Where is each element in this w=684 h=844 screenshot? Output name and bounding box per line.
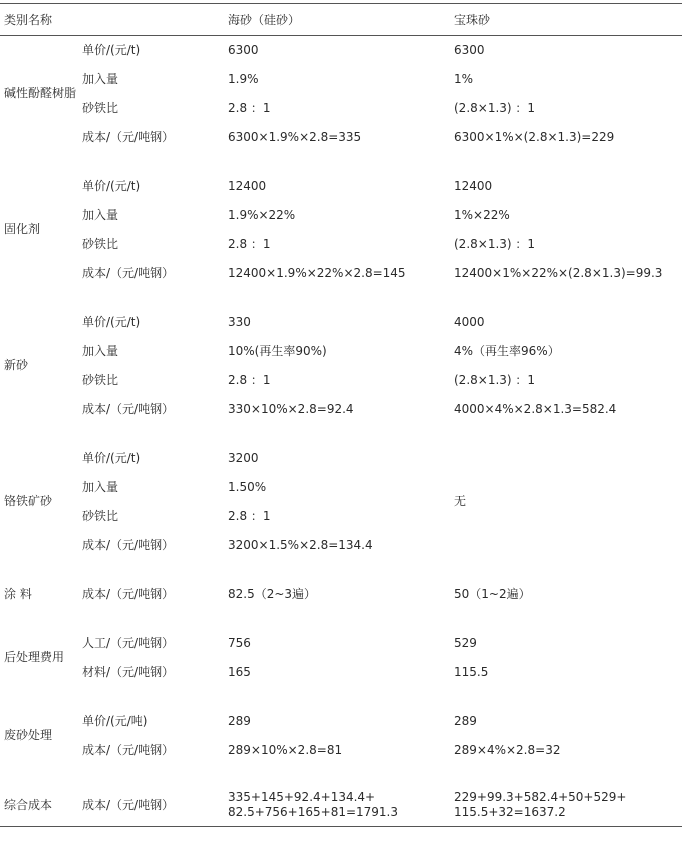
category-cell: 综合成本 bbox=[0, 785, 82, 827]
category-cell: 碱性酚醛树脂 bbox=[4, 86, 77, 101]
sea-sand-cell: 10%(再生率90%) bbox=[228, 343, 327, 358]
pearl-sand-cell: 1% bbox=[454, 71, 474, 86]
item-cell: 加入量 bbox=[82, 207, 119, 222]
item-cell: 成本/（元/吨钢） bbox=[82, 586, 175, 601]
category-cell: 废砂处理 bbox=[4, 728, 53, 742]
table-row bbox=[0, 785, 682, 827]
header-category: 类别名称 bbox=[0, 4, 82, 36]
sea-sand-cell: 12400 bbox=[228, 178, 267, 193]
table-header bbox=[0, 4, 682, 36]
item-cell: 加入量 bbox=[82, 71, 119, 86]
table-row bbox=[0, 94, 682, 123]
sea-sand-cell: 756 bbox=[228, 635, 251, 650]
sea-sand-cell: 2.8 ：1 bbox=[228, 372, 271, 387]
pearl-sand-cell: 4000 bbox=[454, 314, 485, 329]
sea-sand-cell: 289×10%×2.8=81 bbox=[228, 742, 343, 757]
group-spacer bbox=[0, 288, 682, 308]
sea-sand-cell: 6300×1.9%×2.8=335 bbox=[228, 129, 362, 144]
pearl-sand-total-cell bbox=[454, 785, 682, 827]
cost-comparison-table bbox=[0, 3, 682, 827]
table-row bbox=[0, 707, 682, 736]
table-row bbox=[0, 629, 682, 658]
item-cell: 砂铁比 bbox=[82, 236, 119, 251]
table-row bbox=[0, 366, 682, 395]
pearl-sand-cell: 4%（再生率96%） bbox=[454, 343, 560, 358]
item-cell: 砂铁比 bbox=[82, 100, 119, 115]
table-row bbox=[0, 172, 682, 201]
table-row bbox=[0, 65, 682, 94]
sea-sand-cell: 330×10%×2.8=92.4 bbox=[228, 401, 354, 416]
pearl-sand-cell: 6300 bbox=[454, 42, 485, 57]
pearl-sand-cell: 1%×22% bbox=[454, 207, 510, 222]
table-row bbox=[0, 658, 682, 687]
group-spacer bbox=[0, 560, 682, 580]
pearl-sand-total-line-1: 229+99.3+582.4+50+529+ bbox=[454, 790, 627, 805]
category-cell: 后处理费用 bbox=[4, 650, 65, 664]
table-row bbox=[0, 395, 682, 424]
pearl-sand-cell: 289×4%×2.8=32 bbox=[454, 742, 561, 757]
pearl-sand-cell: 12400 bbox=[454, 178, 493, 193]
sea-sand-cell: 3200 bbox=[228, 450, 259, 465]
sea-sand-cell: 1.9% bbox=[228, 71, 259, 86]
group-spacer bbox=[0, 152, 682, 172]
table-row bbox=[0, 736, 682, 765]
sea-sand-cell: 6300 bbox=[228, 42, 259, 57]
sea-sand-total-line-1: 335+145+92.4+134.4+ bbox=[228, 790, 376, 805]
sea-sand-cell: 2.8 ：1 bbox=[228, 508, 271, 523]
pearl-sand-cell: (2.8×1.3) ：1 bbox=[454, 372, 536, 387]
category-cell: 固化剂 bbox=[4, 222, 41, 236]
sea-sand-total-line-2: 82.5+756+165+81=1791.3 bbox=[228, 805, 399, 820]
item-cell: 砂铁比 bbox=[82, 508, 119, 523]
item-cell: 成本/（元/吨钢） bbox=[82, 537, 175, 552]
sea-sand-cell: 165 bbox=[228, 664, 251, 679]
sea-sand-cell: 12400×1.9%×22%×2.8=145 bbox=[228, 265, 406, 280]
table-row bbox=[0, 36, 682, 65]
pearl-sand-total-line-2: 115.5+32=1637.2 bbox=[454, 805, 566, 820]
category-cell: 涂 料 bbox=[4, 586, 32, 601]
item-cell: 单价/(元/吨) bbox=[82, 713, 148, 728]
group-spacer bbox=[0, 609, 682, 629]
item-cell: 单价/(元/t) bbox=[82, 42, 141, 57]
item-cell: 单价/(元/t) bbox=[82, 450, 141, 465]
item-cell: 成本/（元/吨钢） bbox=[82, 265, 175, 280]
table-row bbox=[0, 201, 682, 230]
item-cell: 加入量 bbox=[82, 479, 119, 494]
category-cell: 铬铁矿砂 bbox=[4, 494, 53, 508]
item-cell: 单价/(元/t) bbox=[82, 178, 141, 193]
item-cell: 人工/（元/吨钢） bbox=[82, 635, 175, 650]
sea-sand-cell: 82.5（2~3遍） bbox=[228, 586, 317, 601]
header-pearl-sand: 宝珠砂 bbox=[454, 4, 682, 36]
item-cell: 砂铁比 bbox=[82, 372, 119, 387]
group-spacer bbox=[0, 765, 682, 785]
group-spacer bbox=[0, 424, 682, 444]
category-cell: 新砂 bbox=[4, 358, 29, 372]
pearl-sand-cell: (2.8×1.3) ：1 bbox=[454, 100, 536, 115]
item-cell: 成本/（元/吨钢） bbox=[82, 742, 175, 757]
pearl-sand-cell: 115.5 bbox=[454, 664, 489, 679]
pearl-sand-cell: 12400×1%×22%×(2.8×1.3)=99.3 bbox=[454, 265, 663, 280]
item-cell: 成本/（元/吨钢） bbox=[82, 401, 175, 416]
group-spacer bbox=[0, 687, 682, 707]
sea-sand-total-cell bbox=[228, 785, 454, 827]
table-row bbox=[0, 580, 682, 609]
sea-sand-cell: 2.8 ：1 bbox=[228, 236, 271, 251]
item-cell: 单价/(元/t) bbox=[82, 314, 141, 329]
table-row bbox=[0, 444, 682, 473]
table-row bbox=[0, 259, 682, 288]
item-cell: 成本/（元/吨钢） bbox=[82, 129, 175, 144]
sea-sand-cell: 2.8 ：1 bbox=[228, 100, 271, 115]
sea-sand-cell: 1.9%×22% bbox=[228, 207, 296, 222]
item-cell: 加入量 bbox=[82, 343, 119, 358]
pearl-sand-cell: 4000×4%×2.8×1.3=582.4 bbox=[454, 401, 617, 416]
table-row bbox=[0, 230, 682, 259]
sea-sand-cell: 1.50% bbox=[228, 479, 267, 494]
item-cell: 材料/（元/吨钢） bbox=[82, 664, 175, 679]
pearl-sand-cell: 50（1~2遍） bbox=[454, 586, 531, 601]
sea-sand-cell: 3200×1.5%×2.8=134.4 bbox=[228, 537, 373, 552]
header-row bbox=[0, 4, 682, 36]
header-item bbox=[82, 4, 228, 36]
pearl-sand-cell: 289 bbox=[454, 713, 477, 728]
pearl-sand-cell: (2.8×1.3) ：1 bbox=[454, 236, 536, 251]
header-sea-sand: 海砂（硅砂） bbox=[228, 4, 454, 36]
sea-sand-cell: 330 bbox=[228, 314, 251, 329]
pearl-sand-cell: 529 bbox=[454, 635, 477, 650]
table-row bbox=[0, 123, 682, 152]
item-cell: 成本/（元/吨钢） bbox=[82, 785, 228, 827]
table-row bbox=[0, 308, 682, 337]
sea-sand-cell: 289 bbox=[228, 713, 251, 728]
pearl-sand-cell: 6300×1%×(2.8×1.3)=229 bbox=[454, 129, 615, 144]
pearl-sand-merged-cell: 无 bbox=[454, 494, 467, 508]
table-row bbox=[0, 337, 682, 366]
